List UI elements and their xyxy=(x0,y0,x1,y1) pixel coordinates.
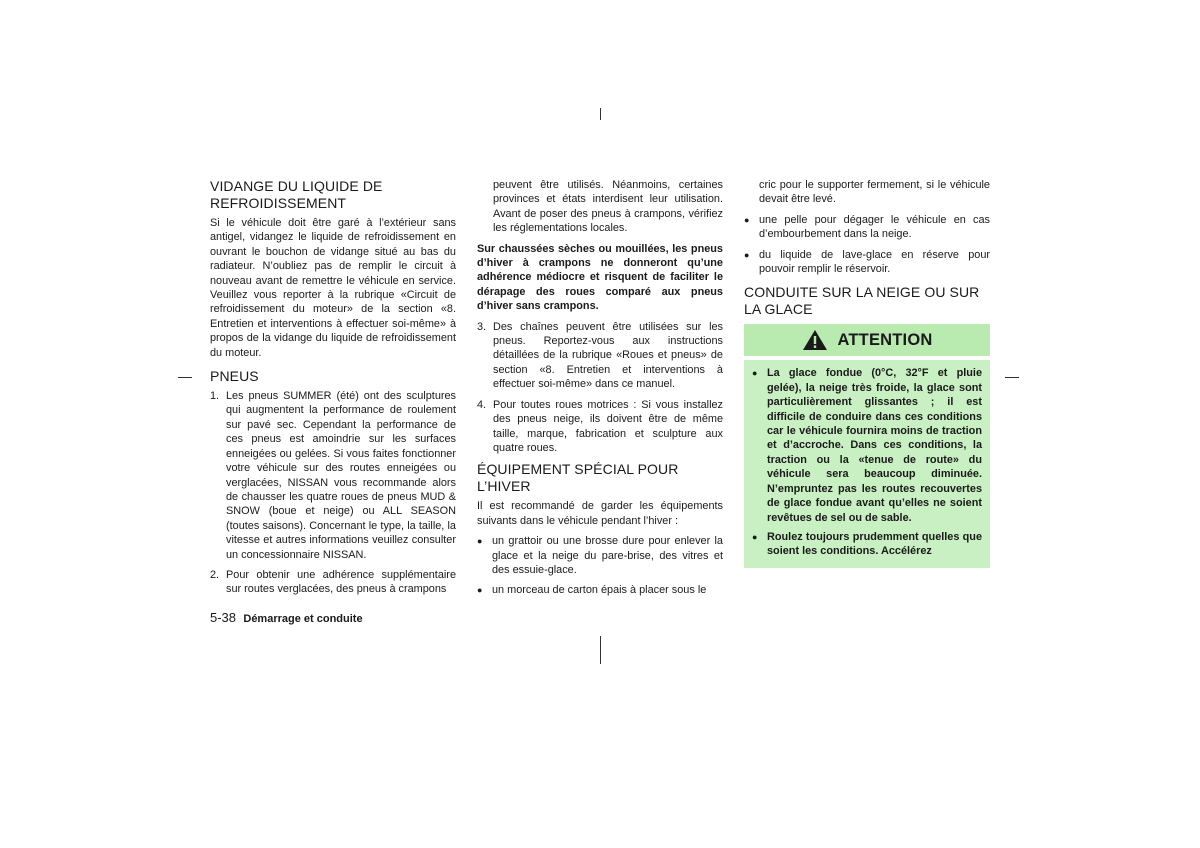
list-item xyxy=(477,583,723,597)
bullet-icon: ● xyxy=(744,214,750,225)
attention-box xyxy=(744,324,990,567)
paragraph-equipement: Il est recommandé de garder les équipements suivants dans le véhicule pendant l’hiver : xyxy=(477,500,723,527)
list-item xyxy=(210,389,456,562)
item-text: Pour toutes roues motrices : Si vous installez des pneus neige, ils doivent être de même taille, marque, fabrication et sculpture aux quatre roues. xyxy=(493,398,723,454)
bullet-text: cric pour le supporter fermement, si le véhicule devait être levé. xyxy=(759,179,990,206)
heading-equipement: ÉQUIPEMENT SPÉCIAL POUR L’HIVER xyxy=(477,461,679,495)
page-footer xyxy=(210,610,363,627)
attention-title: ATTENTION xyxy=(837,331,933,350)
heading-vidange: VIDANGE DU LIQUIDE DE REFROIDISSEMENT xyxy=(210,178,383,211)
item-text: Des chaînes peuvent être utilisées sur les pneus. Reportez-vous aux instructions détaillées de la rubrique «Roues et pneus» de section «8. Entretien et interventions à effectuer soi-même» dans ce manuel. xyxy=(493,320,723,391)
column-2 xyxy=(477,178,723,604)
list-item xyxy=(744,213,990,242)
heading-conduite: CONDUITE SUR LA NEIGE OU SUR LA GLACE xyxy=(744,284,980,318)
bold-warning-paragraph: Sur chaussées sèches ou mouillées, les pneus d’hiver à crampons ne donneront qu’une adhérence médiocre et risquent de faciliter le dérapage des roues comparé aux pneus d’hiver sans crampons. xyxy=(477,242,723,313)
item-number: 3. xyxy=(477,320,487,333)
bullet-icon: ● xyxy=(752,368,758,379)
item-text: peuvent être utilisés. Néanmoins, certaines provinces et états interdisent leur utilisation. Avant de poser des pneus à crampons, vérifiez les réglementations locales. xyxy=(493,179,723,235)
item-number: 2. xyxy=(210,568,220,581)
bullet-icon: ● xyxy=(477,585,483,596)
list-item xyxy=(477,534,723,577)
item-number: 4. xyxy=(477,398,487,411)
paragraph-vidange: Si le véhicule doit être garé à l’extérieur sans antigel, vidangez le liquide de refroidissement en ouvrant le bouchon de vidange situé au bas du radiateur. N’oubliez pas de remplir le circuit à nouveau avant de remettre le véhicule en service. Veuillez vous reporter à la rubrique «Circuit de refroidissement du moteur» de la section «8. Entretien et interventions à effectuer soi-même» à propos de la vidange du liquide de refroidissement du moteur. xyxy=(210,217,456,359)
bullet-icon: ● xyxy=(744,249,750,260)
column-3 xyxy=(744,178,990,568)
list-item xyxy=(477,320,723,392)
bullet-text: un morceau de carton épais à placer sous le xyxy=(492,584,707,597)
list-item xyxy=(477,398,723,456)
bullet-icon: ● xyxy=(752,531,758,542)
list-item xyxy=(752,530,982,559)
page-number: 5-38 xyxy=(210,610,237,625)
item-number: 1. xyxy=(210,390,220,403)
right-side-mark xyxy=(1005,377,1019,378)
top-center-mark xyxy=(600,108,601,120)
bullet-text: une pelle pour dégager le véhicule en cas d’embourbement dans la neige. xyxy=(759,213,990,241)
column-1 xyxy=(210,178,456,603)
attention-body xyxy=(744,360,990,567)
bullet-text: La glace fondue (0°C, 32°F et pluie gelée), la neige très froide, la glace sont particulièrement glissantes ; il est difficile de conduire dans ces conditions car le véhicule fournira moins de traction et d’accroche. Dans ces conditions, la traction ou la «tenue de route» du véhicule sera beaucoup diminuée. N’empruntez pas les routes recouvertes de glace fondue avant qu’elles ne soient revêtues de sel ou de sable. xyxy=(767,367,982,524)
list-item xyxy=(752,366,982,524)
heading-pneus: PNEUS xyxy=(210,368,259,385)
footer-title: Démarrage et conduite xyxy=(243,613,363,625)
list-item xyxy=(210,568,456,597)
list-item xyxy=(744,248,990,277)
bullet-text: un grattoir ou une brosse dure pour enlever la glace et la neige du pare-brise, des vitres et des essuie-glace. xyxy=(492,535,723,576)
warning-triangle-icon xyxy=(802,329,828,351)
bullet-icon: ● xyxy=(477,536,483,547)
bullet-text: Roulez toujours prudemment quelles que soient les conditions. Accélérez xyxy=(767,530,982,558)
bottom-center-mark xyxy=(600,636,601,664)
left-side-mark xyxy=(178,377,192,378)
attention-header xyxy=(744,324,990,360)
bullet-text: du liquide de lave-glace en réserve pour pouvoir remplir le réservoir. xyxy=(759,248,990,276)
item-text: Pour obtenir une adhérence supplémentaire sur routes verglacées, des pneus à crampons xyxy=(226,568,456,596)
list-item-continued xyxy=(477,178,723,236)
list-item-continued xyxy=(744,178,990,207)
item-text: Les pneus SUMMER (été) ont des sculptures qui augmentent la performance de roulement sur pavé sec. Cependant la performance de ces pneus est amoindrie sur les surfaces enneigées ou gelées. Si vous faites fonctionner votre véhicule sur des routes enneigées ou verglacées, NISSAN vous recommande alors de chausser les quatre roues de pneus MUD & SNOW (boue et neige) ou ALL SEASON (toutes saisons). Concernant le type, la taille, la vitesse et autres informations veuillez consulter un concessionnaire NISSAN. xyxy=(226,390,456,561)
